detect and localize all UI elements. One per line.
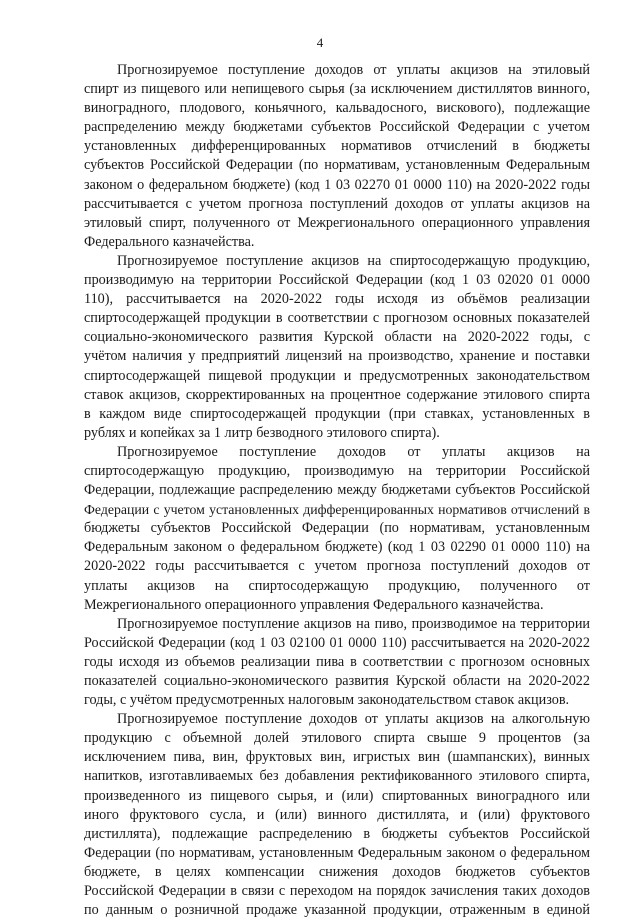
page-number: 4 [316,35,324,50]
text-line: Прогнозируемое поступление акцизов на спиртосодержащую продукцию, [117,252,590,269]
text-line: законом о федеральном бюджете) (код 1 03 02270 01 0000 110) на 2020-2022 годы [84,176,590,193]
document-body [84,61,590,920]
paragraph [84,61,590,252]
text-line: Прогнозируемое поступление доходов от уплаты акцизов на [117,443,590,460]
text-line: Прогнозируемое поступление доходов от уплаты акцизов на алкогольную [117,711,590,728]
text-line: Федерации, подлежащие распределению между бюджетами субъектов Российской [84,482,590,499]
text-line: спиртосодержащую продукцию, производимую на территории Российской [84,462,590,479]
text-line: спирт из пищевого или непищевого сырья (за исключением дистиллятов винного, [84,81,590,98]
text-line: Федерации (по нормативам, установленным Федеральным законом о федеральном [84,844,590,861]
text-line: годы, с учётом предусмотренных налоговым законодательством ставок акцизов. [84,692,570,709]
text-line: Прогнозируемое поступление доходов от уплаты акцизов на этиловый [117,62,590,78]
text-line: бюджеты субъектов Российской Федерации (по нормативам, установленным [84,520,590,537]
text-line: социально-экономического развития Курской области на 2020-2022 годы, с [84,329,590,346]
text-line: производимую на территории Российской Федерации (код 1 03 02020 01 0000 [84,272,590,289]
text-line: субъектов Российской Федерации (по нормативам, установленным Федеральным [84,157,590,174]
text-line: Прогнозируемое поступление акцизов на пиво, производимое на территории [117,615,590,632]
text-line: спиртосодержащей пищевой продукции и предусмотренных законодательством [84,367,590,384]
text-line: бюджете, в целях компенсации снижения доходов бюджетов субъектов [84,863,590,880]
text-line: уплаты акцизов на спиртосодержащую продукцию, полученного от [84,577,590,594]
text-line: по данным о розничной продаже указанной продукции, отраженным в единой [84,902,590,919]
text-line: Федерального казначейства. [84,233,255,250]
paragraph [84,443,590,615]
text-line: Российской Федерации в связи с переходом на порядок зачисления таких доходов [84,883,590,900]
text-line: дистиллята), подлежащие распределению в бюджеты субъектов Российской [84,825,590,842]
text-line: Федерации с учетом установленных дифференцированных нормативов отчислений в [84,502,590,518]
text-line: распределению между бюджетами субъектов Российской Федерации с учетом [84,119,590,136]
text-line: спиртосодержащей продукции в соответствии с прогнозом основных показателей [84,310,590,327]
text-line: рублях и копейках за 1 литр безводного этилового спирта). [84,424,440,441]
text-line: установленных дифференцированных нормативов отчислений в бюджеты [84,138,590,155]
text-line: продукцию с объемной долей этилового спирта свыше 9 процентов (за [84,730,590,747]
text-line: показателей социально-экономического развития Курской области на 2020-2022 [84,673,590,689]
text-line: напитков, изготавливаемых без добавления ректификованного этилового спирта, [84,768,590,785]
text-line: в каждом виде спиртосодержащей продукции (при ставках, установленных в [84,405,590,422]
text-line: рассчитывается с учетом прогноза поступлений доходов от уплаты акцизов на [84,195,590,212]
text-line: исключением пива, вин, фруктовых вин, игристых вин (шампанских), винных [84,749,590,766]
text-line: этиловый спирт, полученного от Межрегионального операционного управления [84,214,590,231]
text-line: Российской Федерации (код 1 03 02100 01 0000 110) рассчитывается на 2020-2022 [84,634,590,651]
paragraph [84,615,590,710]
text-line: произведенного из пищевого сырья, и (или) спиртованных виноградного или [84,787,590,804]
text-line: виноградного, плодового, коньячного, кальвадосного, вискового), подлежащие [84,100,590,117]
text-line: 2020-2022 годы рассчитывается с учетом прогноза поступлений доходов от [84,558,590,575]
text-line: Федеральным законом о федеральном бюджете) (код 1 03 02290 01 0000 110) на [84,539,590,556]
text-line: годы исходя из объемов реализации пива в соответствии с прогнозом основных [84,653,590,670]
text-line: Межрегионального операционного управления Федерального казначейства. [84,596,544,613]
text-line: 110), рассчитывается на 2020-2022 годы исходя из объёмов реализации [84,291,590,308]
paragraph [84,252,590,443]
text-line: иного фруктового сусла, и (или) винного дистиллята, и (или) фруктового [84,806,590,823]
text-line: ставок акцизов, скорректированных на процентное содержание этилового спирта [84,386,590,403]
text-line: учётом наличия у предприятий лицензий на производство, хранение и поставки [84,348,590,365]
paragraph [84,710,590,920]
